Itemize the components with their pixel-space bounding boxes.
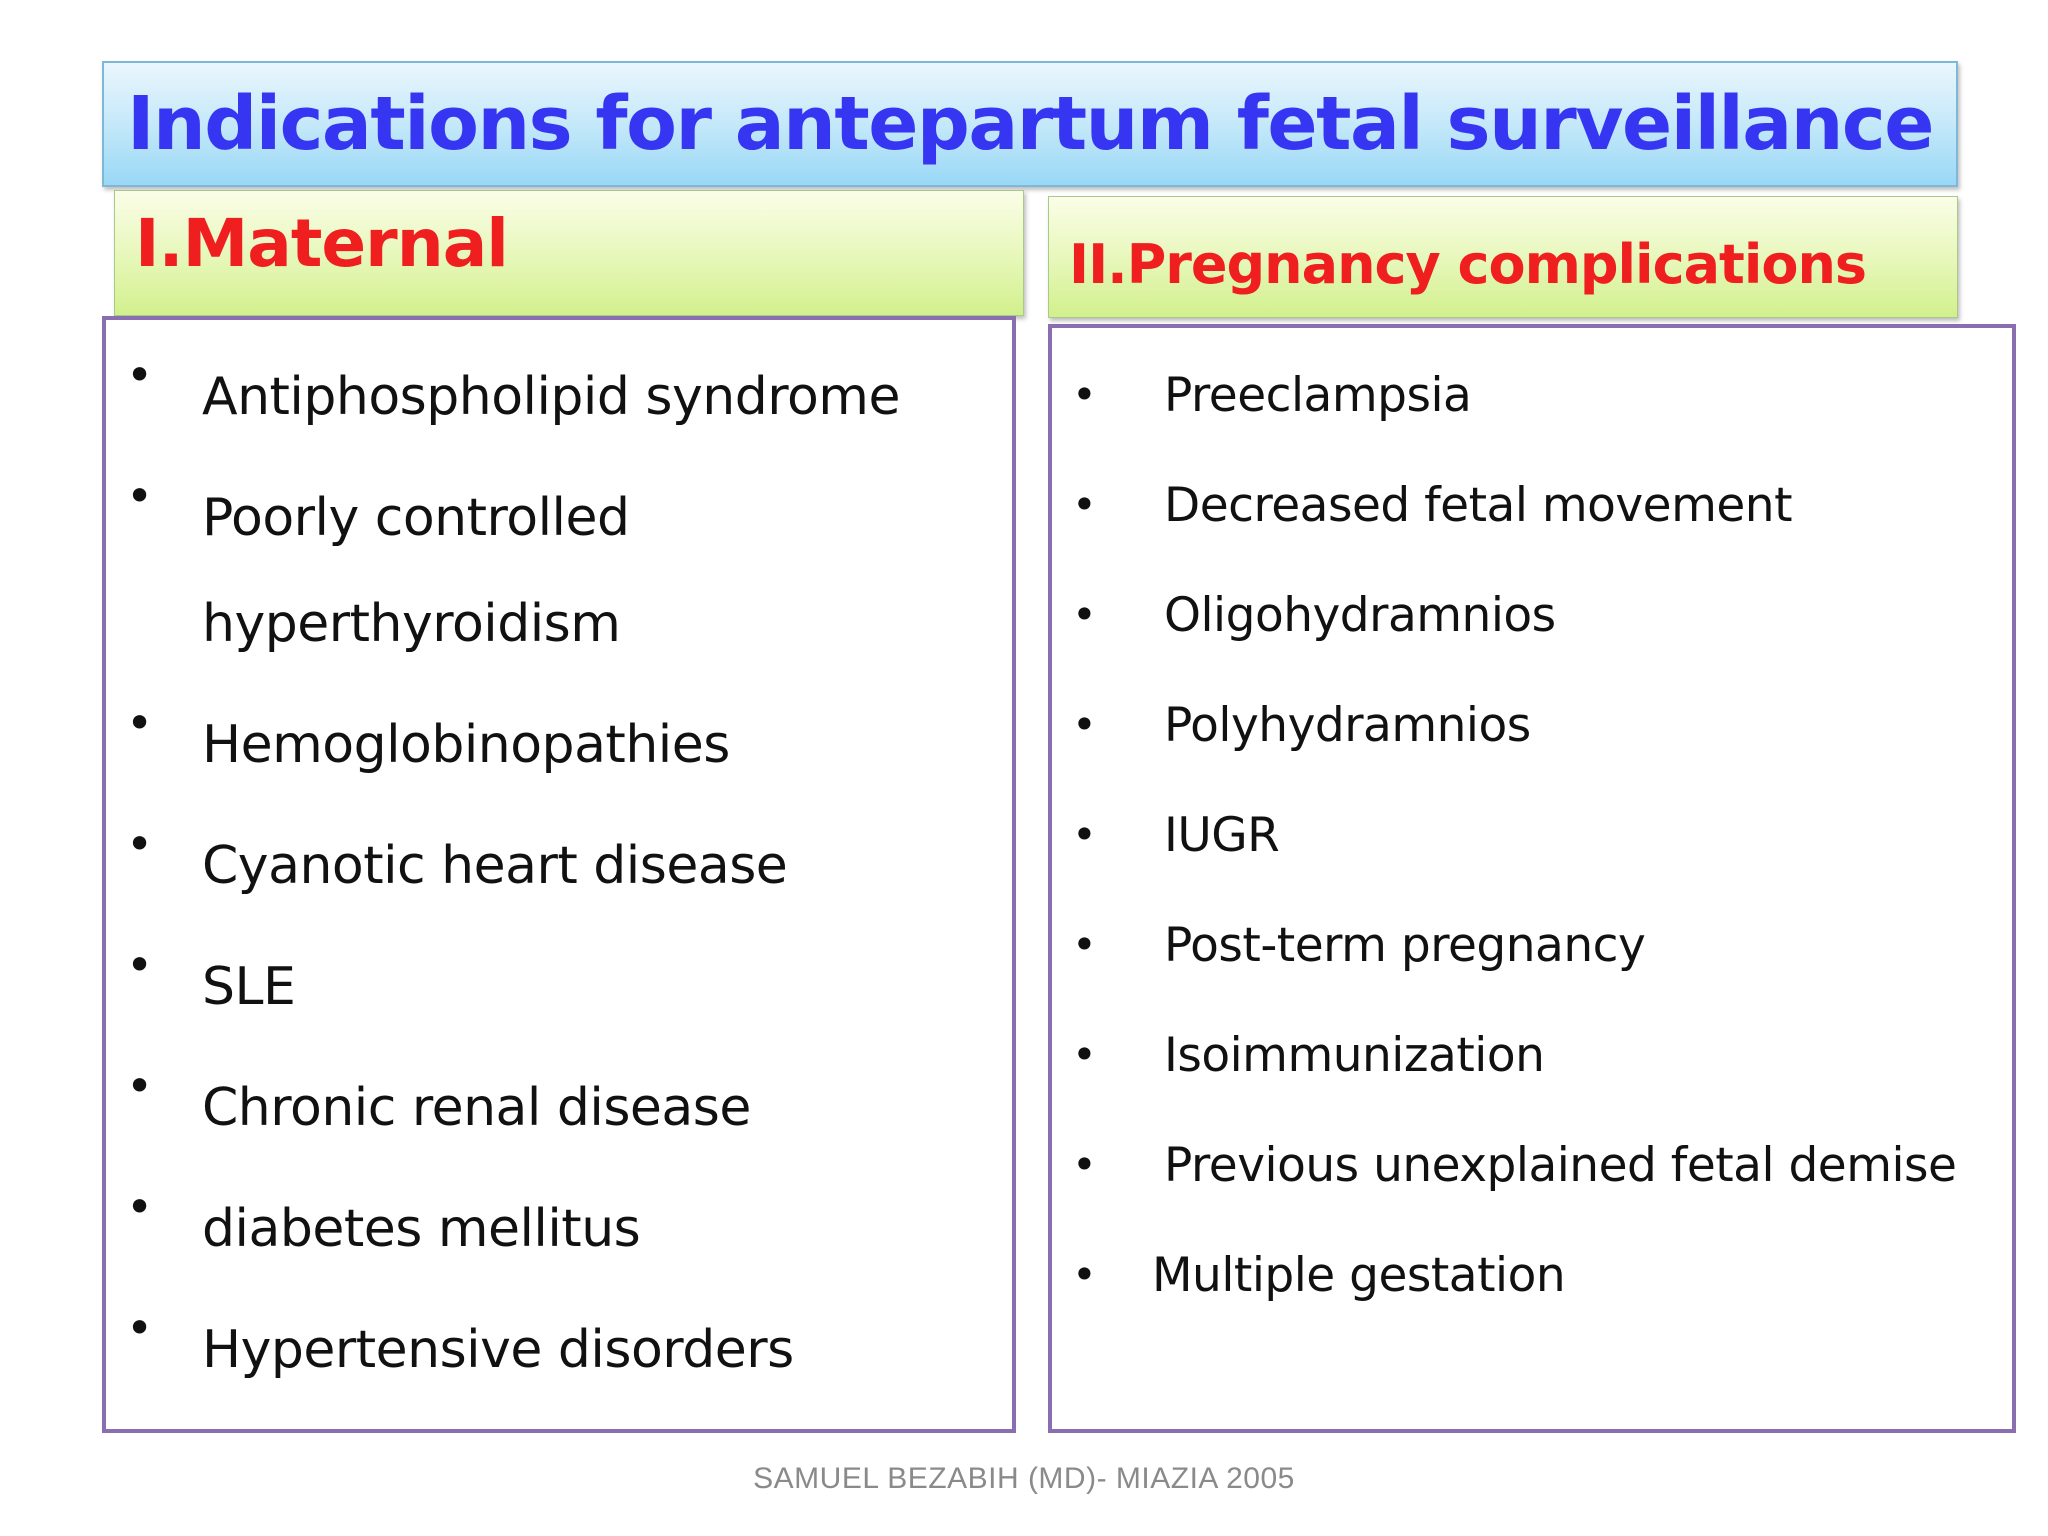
pregnancy-item-text: Previous unexplained fetal demise: [1164, 1138, 1957, 1193]
pregnancy-item-text: Decreased fetal movement: [1164, 478, 1793, 533]
maternal-item-text: diabetes mellitus: [202, 1199, 641, 1259]
maternal-item-text: Cyanotic heart disease: [202, 836, 788, 896]
bullet-icon: •: [1072, 700, 1097, 749]
maternal-section-header: [114, 190, 1024, 316]
pregnancy-item-text: Oligohydramnios: [1164, 588, 1556, 643]
bullet-icon: •: [1072, 590, 1097, 639]
bullet-icon: •: [1072, 1250, 1097, 1299]
pregnancy-item-text: Isoimmunization: [1164, 1028, 1545, 1083]
maternal-list: [102, 316, 1016, 1433]
bullet-icon: •: [1072, 1140, 1097, 1189]
maternal-item-text: SLE: [202, 957, 296, 1017]
pregnancy-item-text: Post-term pregnancy: [1164, 918, 1646, 973]
maternal-item-text: Hypertensive disorders: [202, 1320, 794, 1380]
pregnancy-list: [1048, 324, 2016, 1433]
bullet-icon: •: [1072, 480, 1097, 529]
bullet-icon: •: [1072, 810, 1097, 859]
pregnancy-item-text: Multiple gestation: [1152, 1248, 1566, 1303]
bullet-icon: •: [126, 938, 154, 992]
bullet-icon: •: [126, 469, 154, 523]
bullet-icon: •: [126, 1301, 154, 1355]
bullet-icon: •: [126, 348, 154, 402]
bullet-icon: •: [126, 817, 154, 871]
pregnancy-item-text: Polyhydramnios: [1164, 698, 1531, 753]
bullet-icon: •: [1072, 1030, 1097, 1079]
maternal-section-title: I.Maternal: [135, 205, 508, 282]
footer-credit: SAMUEL BEZABIH (MD)- MIAZIA 2005: [753, 1462, 1295, 1495]
maternal-item-text: Antiphospholipid syndrome: [202, 367, 900, 427]
pregnancy-section-title: II.Pregnancy complications: [1069, 233, 1867, 296]
bullet-icon: •: [126, 1180, 154, 1234]
maternal-item-text: Hemoglobinopathies: [202, 715, 730, 775]
bullet-icon: •: [1072, 370, 1097, 419]
maternal-item-text: Chronic renal disease: [202, 1078, 751, 1138]
bullet-icon: •: [126, 696, 154, 750]
slide-title: Indications for antepartum fetal surveillance: [127, 81, 1933, 167]
title-bar: [102, 61, 1958, 187]
pregnancy-item-text: Preeclampsia: [1164, 368, 1472, 423]
maternal-item-text-continued: hyperthyroidism: [202, 594, 621, 654]
pregnancy-item-text: IUGR: [1164, 808, 1280, 863]
bullet-icon: •: [1072, 920, 1097, 969]
bullet-icon: •: [126, 1059, 154, 1113]
pregnancy-section-header: [1048, 196, 1958, 318]
maternal-item-text: Poorly controlled: [202, 488, 630, 548]
